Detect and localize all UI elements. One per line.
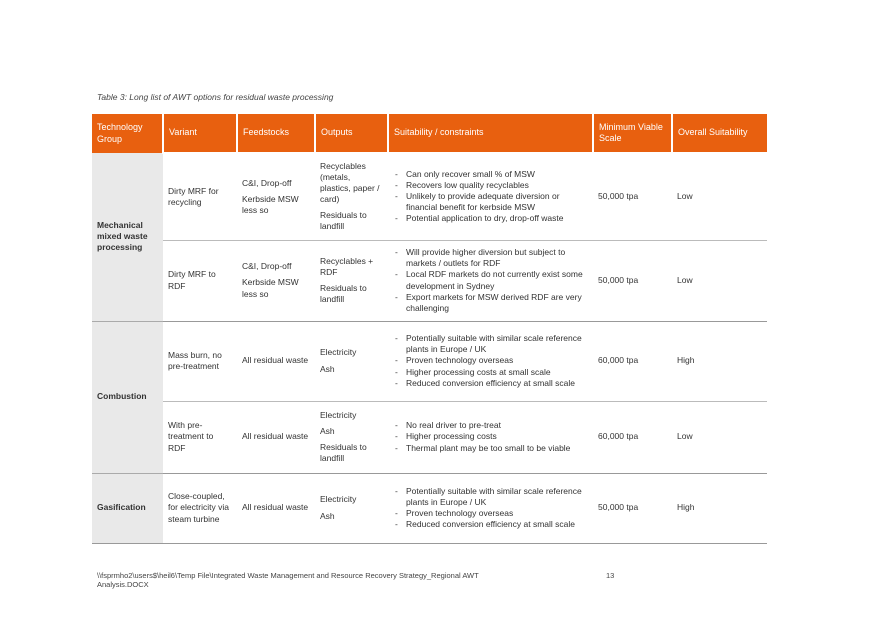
output-line: Recyclables + RDF (320, 255, 374, 277)
feedstock-line: Kerbside MSW less so (242, 193, 299, 215)
constraint-item: - No real driver to pre-treat (393, 420, 588, 431)
feedstocks-cell (237, 240, 315, 321)
variant-cell: Dirty MRF to RDF (163, 240, 237, 321)
feedstock-line: All residual waste (242, 431, 309, 442)
constraints-cell (388, 153, 593, 240)
constraint-item: - Proven technology overseas (393, 508, 588, 519)
constraints-cell (388, 321, 593, 401)
constraint-item: - Will provide higher diversion but subject to markets / outlets for RDF (393, 247, 588, 269)
table-row (92, 153, 767, 240)
feedstock-line: C&I, Drop-off (242, 261, 292, 272)
constraint-item: - Potentially suitable with similar scale reference plants in Europe / UK (393, 486, 588, 508)
constraint-item: - Potentially suitable with similar scale reference plants in Europe / UK (393, 333, 588, 355)
outputs-cell (315, 321, 388, 401)
constraints-cell (388, 473, 593, 543)
output-line: Ash (320, 425, 335, 436)
constraint-item: - Higher processing costs at small scale (393, 367, 588, 378)
output-line: Ash (320, 363, 335, 374)
header-technology-group: Technology Group (92, 114, 163, 153)
output-line: Recyclables (metals, plastics, paper / card) (320, 161, 380, 205)
header-outputs: Outputs (315, 114, 388, 153)
output-line: Electricity (320, 409, 357, 420)
feedstock-line: C&I, Drop-off (242, 177, 292, 188)
output-line: Electricity (320, 494, 357, 505)
scale-cell: 50,000 tpa (593, 153, 672, 240)
header-minimum-viable-scale: Minimum Viable Scale (593, 114, 672, 153)
feedstocks-cell (237, 473, 315, 543)
output-line: Electricity (320, 347, 357, 358)
variant-cell: Dirty MRF for recycling (163, 153, 237, 240)
output-line: Ash (320, 510, 335, 521)
header-variant: Variant (163, 114, 237, 153)
table-header-row (92, 114, 767, 153)
footer-file-path: \\fsprmho2\users$\heil6\Temp File\Integrated Waste Management and Resource Recovery Strategy_Regional AWT Analysis.DOCX (97, 571, 479, 590)
output-line: Residuals to landfill (320, 283, 367, 305)
feedstock-line: Kerbside MSW less so (242, 277, 299, 299)
constraint-item: - Higher processing costs (393, 431, 588, 442)
scale-cell: 50,000 tpa (593, 240, 672, 321)
page-number: 13 (606, 571, 615, 580)
group-mechanical: Mechanical mixed waste processing (92, 153, 163, 321)
constraints-cell (388, 401, 593, 473)
header-feedstocks: Feedstocks (237, 114, 315, 153)
outputs-cell (315, 473, 388, 543)
scale-cell: 60,000 tpa (593, 401, 672, 473)
constraint-item: - Export markets for MSW derived RDF are very challenging (393, 292, 588, 314)
feedstocks-cell (237, 153, 315, 240)
outputs-cell (315, 401, 388, 473)
variant-cell: Mass burn, no pre-treatment (163, 321, 237, 401)
table-row (92, 473, 767, 543)
suitability-cell: Low (672, 240, 767, 321)
constraint-item: - Reduced conversion efficiency at small scale (393, 519, 588, 530)
outputs-cell (315, 240, 388, 321)
outputs-cell (315, 153, 388, 240)
table-row (92, 240, 767, 321)
awt-options-table (92, 114, 767, 544)
table-row (92, 401, 767, 473)
feedstocks-cell (237, 321, 315, 401)
table-caption: Table 3: Long list of AWT options for residual waste processing (97, 92, 334, 102)
feedstocks-cell (237, 401, 315, 473)
constraints-cell (388, 240, 593, 321)
constraint-item: - Local RDF markets do not currently exist some development in Sydney (393, 269, 588, 291)
constraint-item: - Thermal plant may be too small to be viable (393, 443, 588, 454)
suitability-cell: High (672, 321, 767, 401)
output-line: Residuals to landfill (320, 442, 367, 464)
suitability-cell: Low (672, 153, 767, 240)
table-row (92, 321, 767, 401)
constraint-item: - Can only recover small % of MSW (393, 169, 588, 180)
group-gasification: Gasification (92, 473, 163, 543)
constraint-item: - Recovers low quality recyclables (393, 180, 588, 191)
feedstock-line: All residual waste (242, 355, 309, 366)
header-suitability-constraints: Suitability / constraints (388, 114, 593, 153)
header-overall-suitability: Overall Suitability (672, 114, 767, 153)
scale-cell: 50,000 tpa (593, 473, 672, 543)
variant-cell: With pre-treatment to RDF (163, 401, 237, 473)
suitability-cell: High (672, 473, 767, 543)
group-combustion: Combustion (92, 321, 163, 473)
variant-cell: Close-coupled, for electricity via steam turbine (163, 473, 237, 543)
constraint-item: - Unlikely to provide adequate diversion or financial benefit for kerbside MSW (393, 191, 588, 213)
constraint-item: - Reduced conversion efficiency at small scale (393, 378, 588, 389)
suitability-cell: Low (672, 401, 767, 473)
output-line: Residuals to landfill (320, 210, 367, 232)
feedstock-line: All residual waste (242, 502, 309, 513)
scale-cell: 60,000 tpa (593, 321, 672, 401)
constraint-item: - Proven technology overseas (393, 355, 588, 366)
constraint-item: - Potential application to dry, drop-off waste (393, 213, 588, 224)
